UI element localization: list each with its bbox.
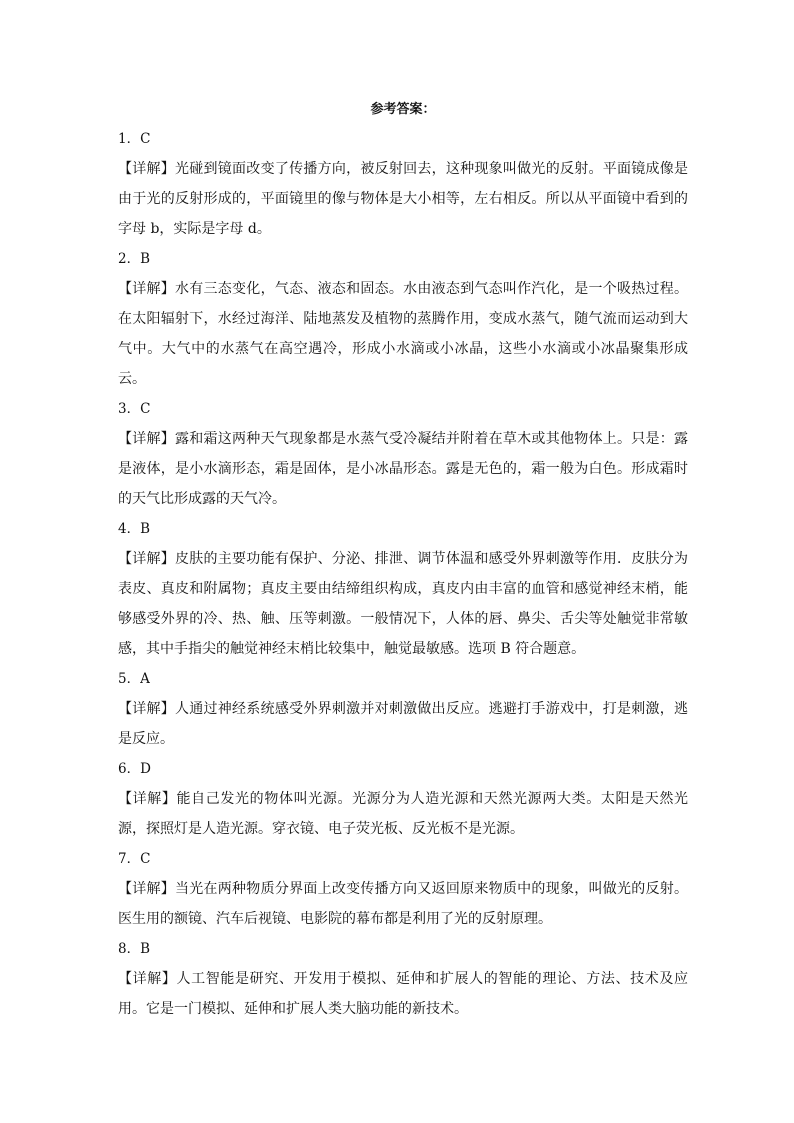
answer-item-2	[118, 244, 688, 394]
answer-explanation: 【详解】皮肤的主要功能有保护、分泌、排泄、调节体温和感受外界刺激等作用．皮肤分为表皮、真皮和附属物；真皮主要由结缔组织构成，真皮内由丰富的血管和感觉神经末梢，能够感受外界的冷、热、触、压等刺激。一般情况下，人体的唇、鼻尖、舌尖等处触觉非常敏感，其中手指尖的触觉神经末梢比较集中，触觉最敏感。选项 B 符合题意。	[118, 551, 688, 657]
answer-item-6	[118, 754, 688, 844]
answer-explanation: 【详解】水有三态变化，气态、液态和固态。水由液态到气态叫作汽化，是一个吸热过程。在太阳辐射下，水经过海洋、陆地蒸发及植物的蒸腾作用，变成水蒸气，随气流而运动到大气中。大气中的水蒸气在高空遇冷，形成小水滴或小冰晶，这些小水滴或小冰晶聚集形成云。	[118, 281, 688, 387]
question-number: 8．B	[118, 941, 151, 957]
page-title: 参考答案：	[370, 102, 436, 117]
question-number: 3．C	[118, 401, 151, 417]
answer-item-8	[118, 934, 688, 1024]
answer-explanation: 【详解】能自己发光的物体叫光源。光源分为人造光源和天然光源两大类。太阳是天然光源，探照灯是人造光源。穿衣镜、电子荧光板、反光板不是光源。	[118, 791, 688, 837]
answer-explanation: 【详解】当光在两种物质分界面上改变传播方向又返回原来物质中的现象，叫做光的反射。医生用的额镜、汽车后视镜、电影院的幕布都是利用了光的反射原理。	[118, 881, 688, 927]
answer-item-1	[118, 124, 688, 244]
question-number: 4．B	[118, 521, 151, 537]
question-number: 6．D	[118, 761, 151, 777]
question-number: 5．A	[118, 671, 150, 687]
answer-explanation: 【详解】人通过神经系统感受外界刺激并对刺激做出反应。逃避打手游戏中，打是刺激，逃是反应。	[118, 701, 688, 747]
question-number: 1．C	[118, 131, 151, 147]
answer-explanation: 【详解】露和霜这两种天气现象都是水蒸气受冷凝结并附着在草木或其他物体上。只是：露是液体，是小水滴形态，霜是固体，是小冰晶形态。露是无色的，霜一般为白色。形成霜时的天气比形成露的天气冷。	[118, 431, 688, 507]
question-number: 7．C	[118, 851, 151, 867]
answer-explanation: 【详解】人工智能是研究、开发用于模拟、延伸和扩展人的智能的理论、方法、技术及应用。它是一门模拟、延伸和扩展人类大脑功能的新技术。	[118, 971, 688, 1017]
answer-explanation: 【详解】光碰到镜面改变了传播方向，被反射回去，这种现象叫做光的反射。平面镜成像是由于光的反射形成的，平面镜里的像与物体是大小相等，左右相反。所以从平面镜中看到的字母 b，实际是字母 d。	[118, 161, 688, 237]
question-number: 2．B	[118, 251, 151, 267]
answer-item-4	[118, 514, 688, 664]
answer-page	[118, 96, 688, 1024]
answer-item-3	[118, 394, 688, 514]
answer-item-5	[118, 664, 688, 754]
answer-item-7	[118, 844, 688, 934]
